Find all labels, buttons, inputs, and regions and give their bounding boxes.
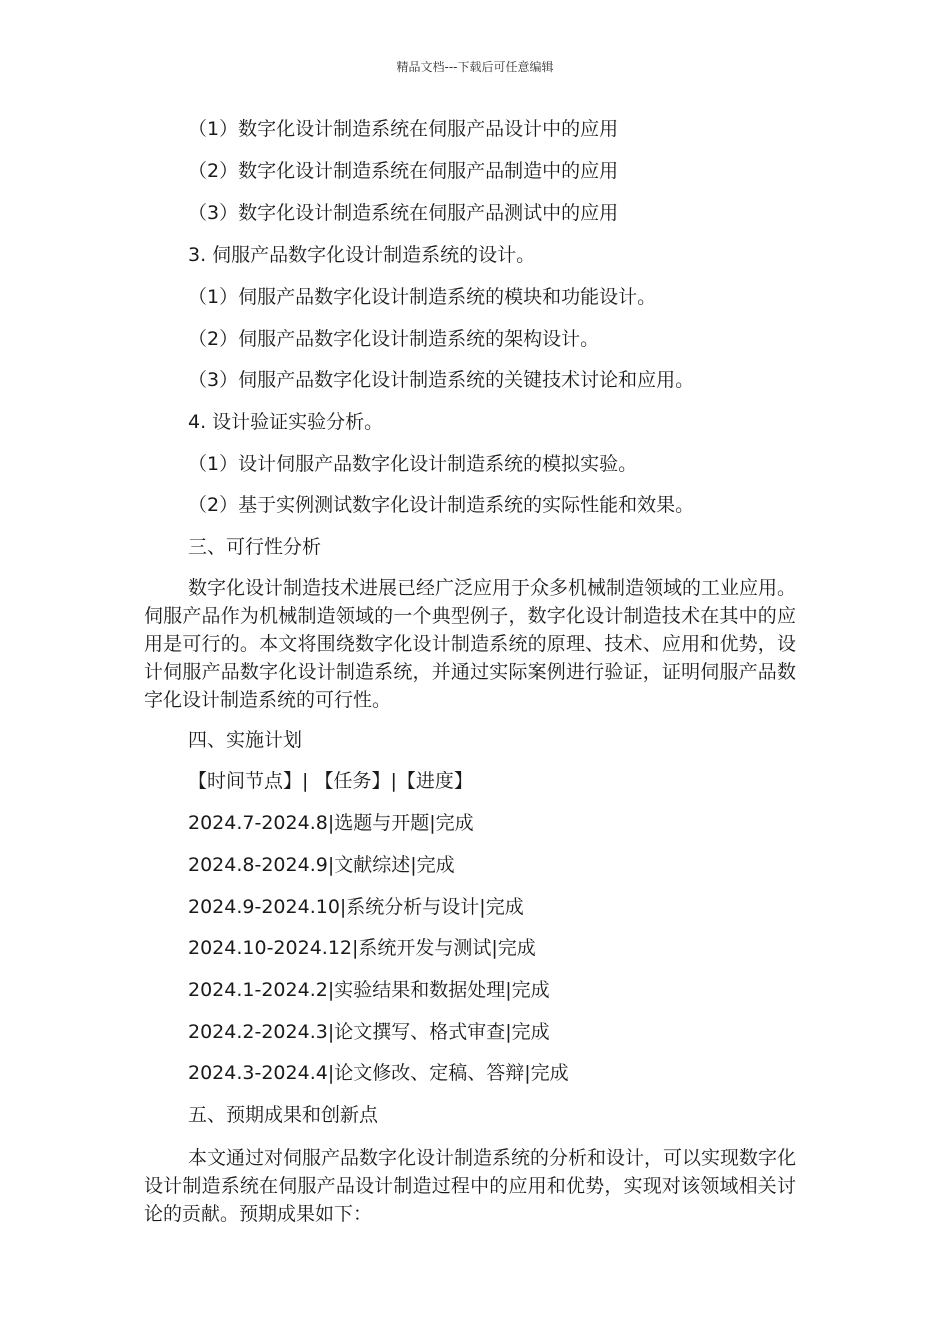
list-item: （1）设计伺服产品数字化设计制造系统的模拟实验。 (188, 453, 638, 475)
table-row: 2024.2-2024.3|论文撰写、格式审查|完成 (188, 1021, 550, 1043)
page-header: 精品文档---下载后可任意编辑 (396, 60, 554, 74)
table-header: 【时间节点】| 【任务】|【进度】 (188, 770, 473, 792)
section-heading: 五、预期成果和创新点 (188, 1104, 379, 1126)
list-item: （2）基于实例测试数字化设计制造系统的实际性能和效果。 (188, 494, 695, 516)
list-item: （3）伺服产品数字化设计制造系统的关键技术讨论和应用。 (188, 369, 695, 391)
list-item: （3）数字化设计制造系统在伺服产品测试中的应用 (188, 202, 619, 224)
section-heading: 三、可行性分析 (188, 536, 322, 558)
section-heading: 4. 设计验证实验分析。 (188, 411, 384, 433)
table-row: 2024.1-2024.2|实验结果和数据处理|完成 (188, 979, 550, 1001)
section-heading: 3. 伺服产品数字化设计制造系统的设计。 (188, 244, 536, 266)
table-row: 2024.9-2024.10|系统分析与设计|完成 (188, 896, 524, 918)
list-item: （1）伺服产品数字化设计制造系统的模块和功能设计。 (188, 286, 657, 308)
list-item: （2）数字化设计制造系统在伺服产品制造中的应用 (188, 160, 619, 182)
table-row: 2024.3-2024.4|论文修改、定稿、答辩|完成 (188, 1062, 569, 1084)
list-item: （2）伺服产品数字化设计制造系统的架构设计。 (188, 328, 600, 350)
section-heading: 四、实施计划 (188, 729, 303, 751)
table-row: 2024.7-2024.8|选题与开题|完成 (188, 812, 474, 834)
list-item: （1）数字化设计制造系统在伺服产品设计中的应用 (188, 118, 619, 140)
table-row: 2024.8-2024.9|文献综述|完成 (188, 854, 455, 876)
paragraph: 数字化设计制造技术进展已经广泛应用于众多机械制造领域的工业应用。伺服产品作为机械制造领域的一个典型例子，数字化设计制造技术在其中的应用是可行的。本文将围绕数字化设计制造系统的原理、技术、应用和优势，设计伺服产品数字化设计制造系统，并通过实际案例进行验证，证明伺服产品数字化设计制造系统的可行性。 (144, 577, 797, 711)
paragraph: 本文通过对伺服产品数字化设计制造系统的分析和设计，可以实现数字化设计制造系统在伺服产品设计制造过程中的应用和优势，实现对该领域相关讨论的贡献。预期成果如下： (144, 1147, 797, 1225)
table-row: 2024.10-2024.12|系统开发与测试|完成 (188, 937, 536, 959)
